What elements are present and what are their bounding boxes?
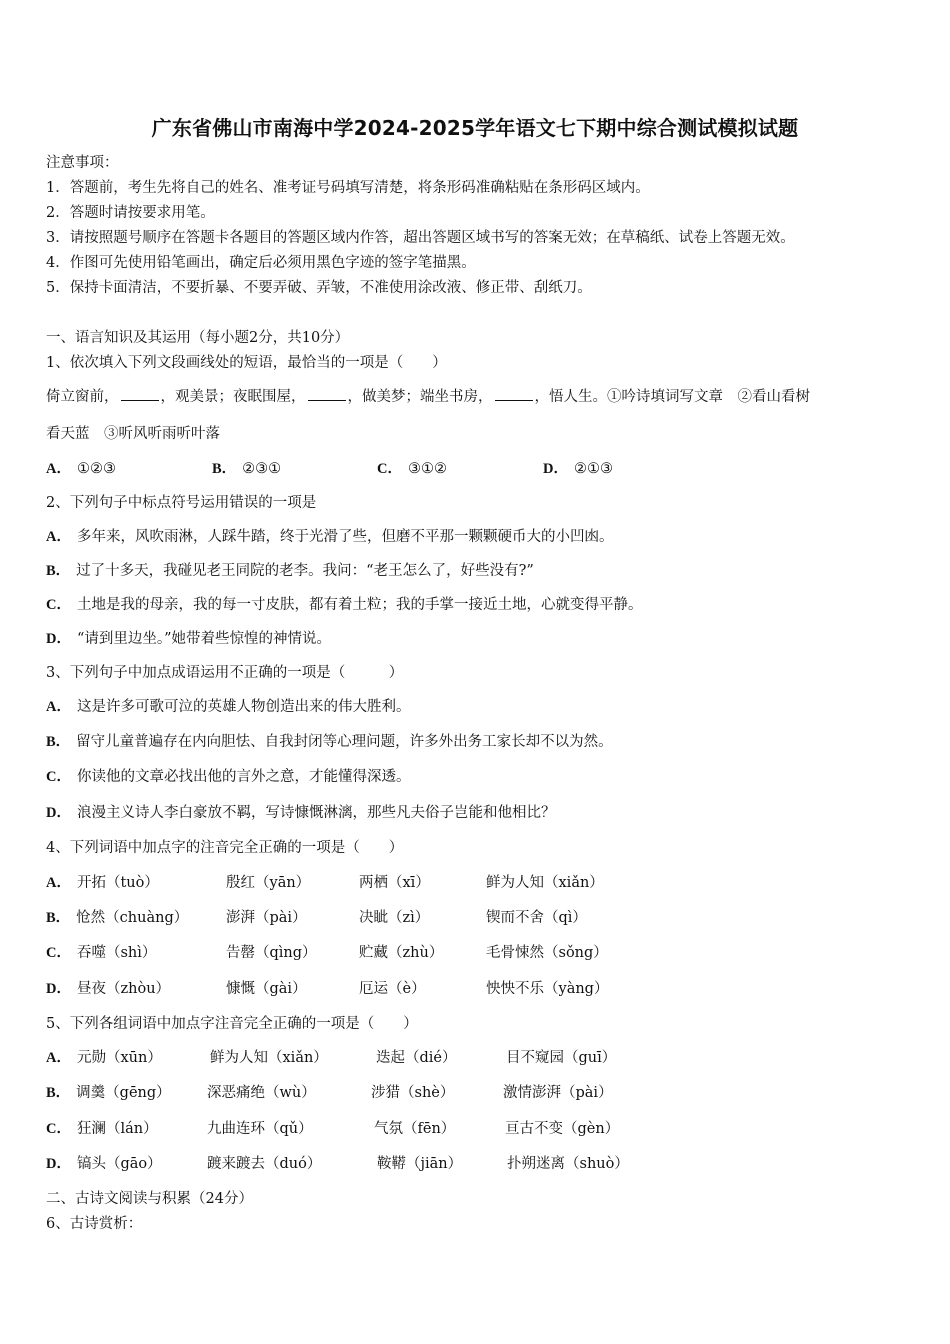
q5-row-d-item-3: 鞍鞯（jiān） (377, 1156, 463, 1172)
q4-row-b-label-text: B． (46, 910, 71, 926)
q2-option-a-label: A． (46, 529, 71, 545)
section-1-heading: 一、语言知识及其运用（每小题2分，共10分） (46, 330, 350, 346)
q2-option-a-text: 多年来，风吹雨淋，人踩牛踏，终于光滑了些，但磨不平那一颗颗硬币大的小凹凼。 (76, 529, 614, 545)
q3-stem: 3、下列句子中加点成语运用不正确的一项是（ ） (46, 665, 404, 681)
q2-option-c-label: C． (46, 597, 71, 613)
q5-stem: 5、下列各组词语中加点字注音完全正确的一项是（ ） (46, 1016, 418, 1032)
q5-row-a-item-2: 鲜为人知（xiǎn） (210, 1050, 328, 1066)
q5-row-c-label (46, 1117, 158, 1138)
q2-option-a (46, 525, 613, 546)
notice-item-4: 4．作图可先使用铅笔画出，确定后必须用黑色字迹的签字笔描黑。 (46, 255, 476, 271)
q5-row-a-label-text: A． (46, 1050, 71, 1066)
q1-option-a (46, 457, 116, 478)
q4-row-b-item-4: 锲而不舍（qì） (486, 910, 587, 926)
q3-option-b-label: B． (46, 734, 71, 750)
q2-option-d (46, 627, 331, 648)
q4-row-b-item-1: 怆然（chuàng） (76, 910, 189, 926)
notice-item-5: 5．保持卡面清洁，不要折暴、不要弄破、弄皱，不准使用涂改液、修正带、刮纸刀。 (46, 280, 592, 296)
q2-option-d-text: “请到里边坐。”她带着些惊惶的神情说。 (76, 631, 332, 647)
section-2-heading: 二、古诗文阅读与积累（24分） (46, 1191, 253, 1207)
q5-row-a-item-3: 迭起（dié） (376, 1050, 457, 1066)
q1-passage-line-1 (46, 385, 810, 406)
notice-item-2: 2．答题时请按要求用笔。 (46, 205, 215, 221)
q6-stem: 6、古诗赏析： (46, 1216, 143, 1232)
q3-option-d-label: D． (46, 805, 71, 821)
q3-option-c-text: 你读他的文章必找出他的言外之意，才能懂得深透。 (76, 769, 411, 785)
q1-text-4: ，悟人生。①吟诗填词写文章 ②看山看树 (534, 389, 810, 405)
q3-option-a (46, 695, 410, 716)
q4-row-b-label (46, 906, 188, 927)
q4-stem: 4、下列词语中加点字的注音完全正确的一项是（ ） (46, 840, 404, 856)
q3-option-b (46, 730, 613, 751)
q2-option-b (46, 559, 534, 580)
q3-option-a-text: 这是许多可歌可泣的英雄人物创造出来的伟大胜利。 (76, 699, 411, 715)
q3-option-c-label: C． (46, 769, 71, 785)
q4-row-c-item-4: 毛骨悚然（sǒng） (486, 945, 608, 961)
q4-row-a-item-1: 开拓（tuò） (76, 875, 159, 891)
q5-row-c-item-3: 气氛（fēn） (374, 1121, 456, 1137)
q2-option-b-label: B． (46, 563, 71, 579)
q4-row-d-item-1: 昼夜（zhòu） (76, 981, 171, 997)
q4-row-a-label (46, 871, 159, 892)
q4-row-a-label-text: A． (46, 875, 71, 891)
q1-text-3: ，做美梦；端坐书房， (347, 389, 493, 405)
q2-option-c-text: 土地是我的母亲，我的每一寸皮肤，都有着土粒；我的手掌一接近土地，心就变得平静。 (76, 597, 643, 613)
q4-row-c-label (46, 941, 156, 962)
q1-option-b-text: ②③① (242, 461, 282, 477)
q1-text-2: ，观美景；夜眠围屋， (160, 389, 306, 405)
q5-row-b-item-3: 涉猎（shè） (371, 1085, 455, 1101)
q2-option-c (46, 593, 642, 614)
q4-row-c-item-3: 贮藏（zhù） (359, 945, 444, 961)
q4-row-d-label (46, 977, 170, 998)
q1-blank-3 (495, 388, 533, 401)
q5-row-d-item-1: 镐头（gāo） (76, 1156, 162, 1172)
q1-option-d-text: ②①③ (573, 461, 613, 477)
q1-option-c (377, 457, 447, 478)
q4-row-a-item-2: 殷红（yān） (226, 875, 311, 891)
q5-row-d-label (46, 1152, 162, 1173)
q4-row-c-label-text: C． (46, 945, 71, 961)
q5-row-d-item-2: 踱来踱去（duó） (207, 1156, 322, 1172)
q1-option-b-label: B． (212, 461, 237, 477)
q5-row-c-item-1: 狂澜（lán） (76, 1121, 158, 1137)
q5-row-a-label (46, 1046, 162, 1067)
q5-row-b-item-2: 深恶痛绝（wù） (207, 1085, 316, 1101)
q1-option-a-text: ①②③ (76, 461, 116, 477)
q1-option-b (212, 457, 281, 478)
q5-row-a-item-1: 元勋（xūn） (76, 1050, 162, 1066)
q5-row-c-item-2: 九曲连环（qǔ） (207, 1121, 313, 1137)
q1-option-c-text: ③①② (407, 461, 447, 477)
q3-option-a-label: A． (46, 699, 71, 715)
q1-blank-2 (308, 388, 346, 401)
q5-row-c-item-4: 亘古不变（gèn） (505, 1121, 620, 1137)
q1-blank-1 (121, 388, 159, 401)
q4-row-a-item-4: 鲜为人知（xiǎn） (486, 875, 604, 891)
q4-row-d-label-text: D． (46, 981, 71, 997)
q1-passage-line-2: 看天蓝 ③听风听雨听叶落 (46, 426, 220, 442)
q3-option-d (46, 801, 555, 822)
q5-row-b-item-4: 激情澎湃（pài） (503, 1085, 613, 1101)
q4-row-a-item-3: 两栖（xī） (359, 875, 430, 891)
notice-heading: 注意事项： (46, 155, 119, 171)
q5-row-c-label-text: C． (46, 1121, 71, 1137)
q1-stem: 1、依次填入下列文段画线处的短语，最恰当的一项是（ ） (46, 355, 447, 371)
notice-item-3: 3．请按照题号顺序在答题卡各题目的答题区域内作答，超出答题区域书写的答案无效；在草稿纸、试卷上答题无效。 (46, 230, 795, 246)
q3-option-c (46, 765, 410, 786)
q5-row-a-item-4: 目不窥园（guī） (506, 1050, 617, 1066)
q5-row-b-label (46, 1081, 171, 1102)
q3-option-d-text: 浪漫主义诗人李白豪放不羁，写诗慷慨淋漓，那些凡夫俗子岂能和他相比？ (76, 805, 556, 821)
q3-option-b-text: 留守儿童普遍存在内向胆怯、自我封闭等心理问题，许多外出务工家长却不以为然。 (76, 734, 613, 750)
q4-row-b-item-3: 决眦（zì） (359, 910, 430, 926)
q1-option-d (543, 457, 613, 478)
q2-option-d-label: D． (46, 631, 71, 647)
notice-item-1: 1．答题前，考生先将自己的姓名、准考证号码填写清楚，将条形码准确粘贴在条形码区域内。 (46, 180, 650, 196)
page-title: 广东省佛山市南海中学2024-2025学年语文七下期中综合测试模拟试题 (151, 116, 799, 140)
q4-row-d-item-2: 慷慨（gài） (226, 981, 307, 997)
q1-option-a-label: A． (46, 461, 71, 477)
q1-option-d-label: D． (543, 461, 568, 477)
q4-row-c-item-2: 告罄（qìng） (226, 945, 317, 961)
q4-row-b-item-2: 澎湃（pài） (226, 910, 307, 926)
q2-stem: 2、下列句子中标点符号运用错误的一项是 (46, 495, 317, 511)
q1-text-1: 倚立窗前， (46, 389, 119, 405)
q5-row-d-item-4: 扑朔迷离（shuò） (507, 1156, 629, 1172)
q5-row-b-label-text: B． (46, 1085, 71, 1101)
q2-option-b-text: 过了十多天，我碰见老王同院的老李。我问：“老王怎么了，好些没有?” (76, 563, 534, 579)
q5-row-d-label-text: D． (46, 1156, 71, 1172)
q1-option-c-label: C． (377, 461, 402, 477)
q4-row-c-item-1: 吞噬（shì） (76, 945, 157, 961)
q5-row-b-item-1: 调羹（gēng） (76, 1085, 171, 1101)
q4-row-d-item-4: 怏怏不乐（yàng） (486, 981, 609, 997)
q4-row-d-item-3: 厄运（è） (359, 981, 426, 997)
